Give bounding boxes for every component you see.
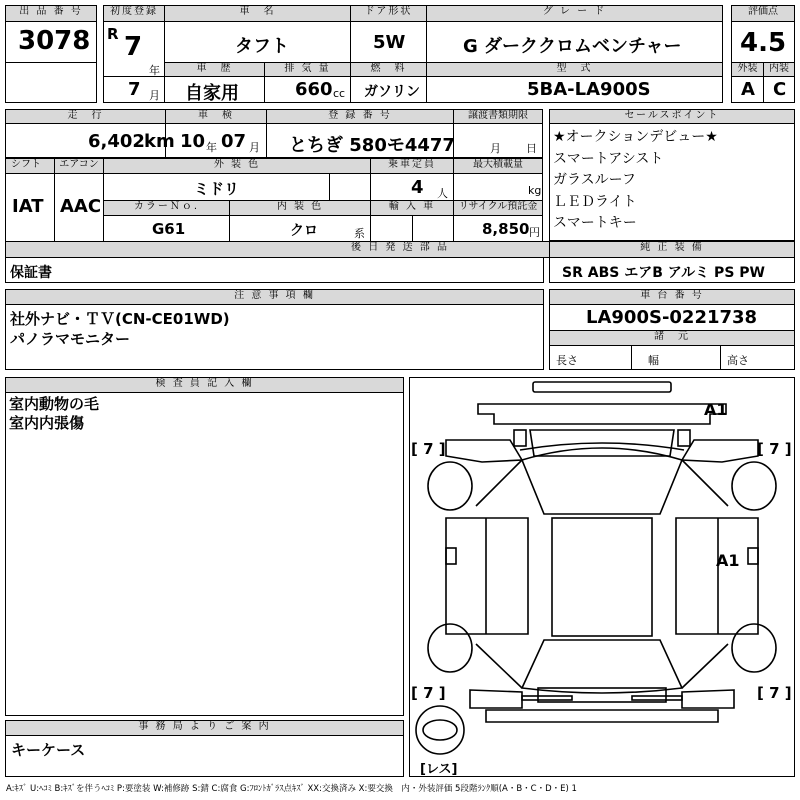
score-box [731,21,795,63]
model-code: 5BA-LA900S [527,79,651,100]
lot-label: 出 品 番 号 [5,5,97,22]
model-box [426,76,723,103]
registration-month-box [103,76,165,103]
transfer-deadline-label: 譲渡書類期限 [453,109,543,124]
recycle-fee: 8,850 [482,220,530,238]
specs-label: 諸 元 [549,330,795,346]
notes-line: 社外ナビ・ＴＶ(CN-CE01WD) [10,310,230,328]
color-number-label: カラーＮｏ. [103,200,230,216]
damage-mark: A1 [716,551,740,570]
plate-label: 登 録 番 号 [266,109,454,124]
capacity-label: 乗車定員 [370,158,454,174]
fuel-box [350,76,427,103]
spec-length-box [549,345,632,370]
spec-height-box [720,345,795,370]
interior-color-unit: 系 [354,227,365,240]
car-name-box [164,21,351,63]
interior-grade-label: 内装 [763,62,795,77]
history-box [164,76,265,103]
sales-points-label: セールスポイント [549,109,795,124]
lot-spacer [5,62,97,103]
office-label: 事 務 局 よ り ご 案 内 [5,720,404,736]
interior-grade-box [763,76,795,103]
max-load-unit: kg [528,184,542,197]
grade-label: グ レ ー ド [426,5,723,22]
inspection-year-unit: 年 [206,141,217,154]
equipment-label: 純 正 装 備 [549,241,795,258]
tire-rear-left: [ 7 ] [411,684,446,702]
max-load-box [453,173,543,201]
spec-height: 高さ [727,354,749,367]
capacity-unit: 人 [437,187,448,200]
capacity-box [370,173,454,201]
damage-mark: A1 [704,400,728,419]
later-parts: 保証書 [10,265,52,281]
sales-point-item: スマートアシスト [553,150,664,167]
mileage-unit: km [144,131,175,152]
import-box-b [412,215,454,242]
tire-front-right: [ 7 ] [757,440,792,458]
inspection-month: 07 [221,131,247,152]
door-label: ドア形状 [350,5,427,22]
registration-year: 7 [124,32,143,62]
displacement: 660 [295,79,333,100]
displacement-label: 排 気 量 [264,62,351,77]
recycle-box [453,215,543,242]
fuel: ガソリン [364,84,420,100]
displacement-box [264,76,351,103]
inspector-box [5,392,404,716]
transfer-deadline-box [453,123,543,158]
inspection-label: 車 検 [165,109,267,124]
spec-width-box [631,345,721,370]
registration-month: 7 [128,79,141,100]
color-number: G61 [152,220,186,238]
chassis-number: LA900S-0221738 [586,307,758,328]
score-label: 評価点 [731,5,795,22]
shift-label: シフト [5,158,55,174]
aircon-box [54,173,104,242]
tire-front-left: [ 7 ] [411,440,446,458]
exterior-color-label: 外 装 色 [103,158,371,174]
history: 自家用 [185,83,239,104]
legend: A:ｷｽﾞ U:ﾍｺﾐ B:ｷｽﾞを伴うﾍｺﾐ P:要塗装 W:補修跡 S:錆 C:腐食 G:ﾌﾛﾝﾄｶﾞﾗｽ点ｷｽﾞ XX:交換済み X:要交換 内・外装評価 5段階ﾗﾝｸ順(A・B・C・D・E) 1 [6,784,577,794]
mileage-label: 走 行 [5,109,166,124]
recycle-label: リサイクル預託金 [453,200,543,216]
exterior-grade-box [731,76,764,103]
transfer-month: 月 [490,142,501,155]
inspector-label: 検 査 員 記 入 欄 [5,377,404,393]
sales-point-item: ガラスルーフ [553,172,636,188]
office-box [5,735,404,777]
mileage: 6,402 [88,131,145,152]
spec-length: 長さ [556,354,578,367]
later-parts-box [5,257,544,283]
transfer-day: 日 [526,142,537,155]
aircon-label: エアコン [54,158,104,174]
grade: G ダーククロムベンチャー [463,36,682,57]
inspector-line: 室内内張傷 [9,414,85,432]
tire-rear-right: [ 7 ] [757,684,792,702]
notes-line: パノラマモニター [10,330,131,348]
chassis-box [549,304,795,331]
inspector-line: 室内動物の毛 [9,395,100,413]
aircon: AAC [60,196,102,217]
model-label: 型 式 [426,62,723,77]
month-unit: 月 [149,89,160,102]
era: R [107,25,119,43]
equipment: SR ABS エアB アルミ PS PW [562,265,765,281]
shift-box [5,173,55,242]
capacity: 4 [411,177,424,198]
interior-grade: C [773,79,787,100]
spare-tire: [レス] [420,762,458,777]
interior-color: クロ [290,223,318,239]
car-name-label: 車 名 [164,5,351,22]
import-label: 輸 入 車 [370,200,454,216]
notes-box [5,304,544,370]
max-load-label: 最大積載量 [453,158,543,174]
displacement-unit: cc [333,87,346,100]
exterior-grade-label: 外装 [731,62,764,77]
import-box-a [370,215,413,242]
office-note: キーケース [11,741,86,759]
exterior-grade: A [741,79,755,100]
shift: IAT [12,196,44,217]
sales-point-item: スマートキー [553,215,637,231]
sales-point-item: ★オークションデビュー★ [553,129,718,145]
score: 4.5 [740,28,787,58]
car-name: タフト [235,36,289,57]
car-outline [410,378,794,776]
exterior-color: ミドリ [194,180,240,198]
year-unit: 年 [149,64,160,77]
interior-color-box [229,215,371,242]
door-box [350,21,427,63]
inspection-month-unit: 月 [249,141,260,154]
grade-box [426,21,723,63]
notes-label: 注 意 事 項 欄 [5,289,544,305]
mileage-box [5,123,175,158]
recycle-unit: 円 [529,226,540,239]
plate-number: とちぎ 580モ4477 [289,135,455,156]
sales-point-item: ＬＥＤライト [553,193,637,210]
first-registration-label: 初度登録 [103,5,165,22]
chassis-label: 車 台 番 号 [549,289,795,305]
interior-color-label: 内 装 色 [229,200,371,216]
spec-width: 幅 [648,354,659,367]
exterior-color-extra [329,173,371,201]
lot-number [5,21,97,63]
first-registration [103,21,165,77]
damage-diagram [409,377,795,777]
inspection-year: 10 [180,131,206,152]
history-label: 車 歴 [164,62,265,77]
fuel-label: 燃 料 [350,62,427,77]
color-number-box [103,215,230,242]
inspection-box [165,123,267,158]
exterior-color-box [103,173,330,201]
lot-value: 3078 [18,26,91,56]
sales-points-box [549,123,795,241]
later-parts-label: 後 日 発 送 部 品 [5,241,795,258]
equipment-box [549,257,795,283]
door-type: 5W [373,32,406,53]
plate-box [266,123,454,158]
